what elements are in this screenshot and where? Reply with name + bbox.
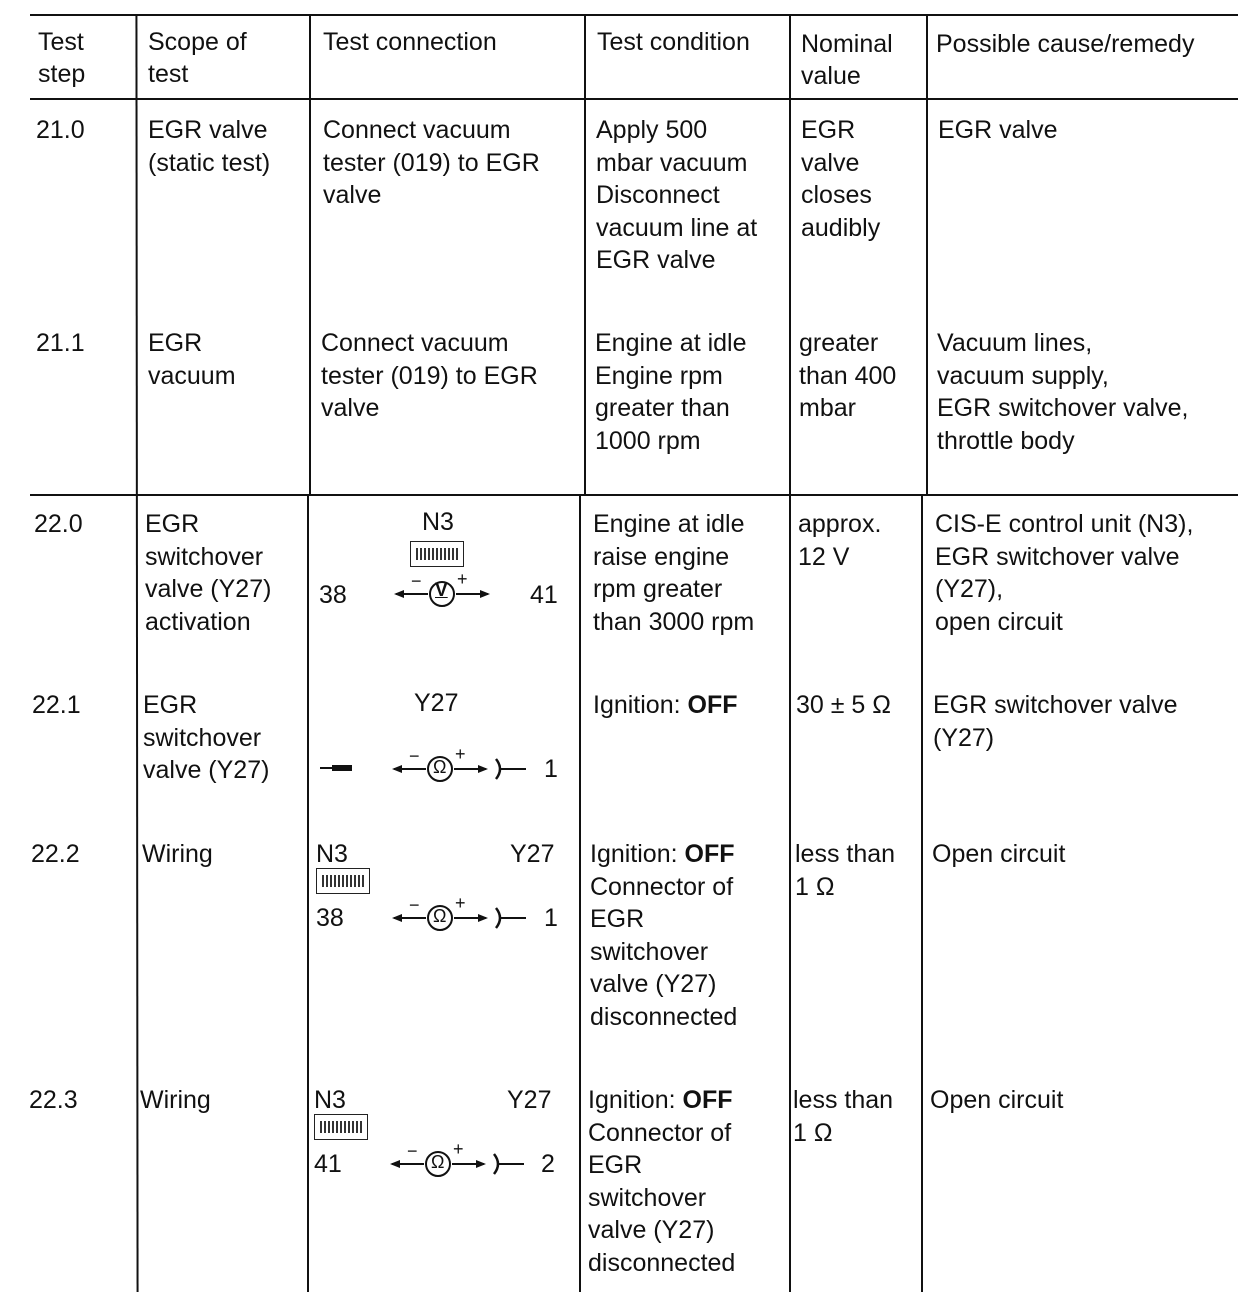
connection-diagram-22-3 (310, 1084, 576, 1178)
scope-21-0: EGR valve (static test) (148, 116, 271, 177)
nominal-22-3: less than 1 Ω (793, 1086, 894, 1147)
condition-rest: Connector of EGR switchover valve (Y27) disconnected (590, 872, 738, 1031)
header-nominal-value: Nominal value (801, 30, 893, 90)
condition-22-3 (588, 1084, 735, 1279)
nominal-21-1: greater than 400 mbar (799, 329, 897, 422)
header-bottom-rule (30, 98, 1238, 100)
header-test-step: Test step (38, 28, 86, 88)
connection-diagram-22-0 (310, 508, 576, 609)
condition-21-0: Apply 500 mbar vacuum Disconnect vacuum line at EGR valve (596, 116, 758, 274)
positive-sign: + (455, 893, 466, 913)
column-rule-2 (309, 14, 311, 494)
positive-sign: + (455, 744, 466, 764)
cause-21-0: EGR valve (938, 116, 1058, 144)
positive-sign: + (453, 1139, 464, 1159)
right-pin: 41 (530, 581, 558, 609)
negative-sign: − (409, 895, 420, 915)
nominal-22-2: less than 1 Ω (795, 840, 896, 901)
right-pin: 1 (544, 904, 558, 932)
cause-22-3: Open circuit (930, 1086, 1064, 1114)
ecu-label: N3 (316, 840, 348, 868)
right-pin: 2 (541, 1150, 555, 1178)
meter-symbol: V (435, 580, 448, 601)
section-divider-rule (30, 494, 1238, 496)
scope-22-2: Wiring (142, 840, 213, 868)
column-rule-4 (789, 14, 791, 1292)
ecu-label: N3 (314, 1086, 346, 1114)
left-pin: 38 (319, 581, 347, 609)
scope-22-0: EGR switchover valve (Y27) activation (145, 510, 272, 636)
column-rule-3b (579, 494, 581, 1292)
negative-sign: − (409, 746, 420, 766)
cause-22-1: EGR switchover valve (Y27) (933, 691, 1178, 752)
meter-symbol: Ω (433, 757, 447, 777)
condition-prefix: Ignition: (588, 1086, 683, 1114)
component-label: Y27 (507, 1086, 552, 1114)
condition-off: OFF (684, 840, 735, 868)
condition-off: OFF (687, 691, 738, 719)
right-pin: 1 (544, 755, 558, 783)
condition-22-0: Engine at idle raise engine rpm greater than 3000 rpm (593, 510, 755, 636)
scope-22-1: EGR switchover valve (Y27) (143, 691, 270, 784)
condition-prefix: Ignition: (590, 840, 685, 868)
step-22-2: 22.2 (31, 840, 80, 868)
connector-socket-icon (492, 906, 532, 930)
condition-rest: Connector of EGR switchover valve (Y27) disconnected (588, 1118, 736, 1277)
connection-21-0: Connect vacuum tester (019) to EGR valve (323, 116, 540, 209)
scope-21-1: EGR vacuum (148, 329, 236, 390)
step-21-1: 21.1 (36, 329, 85, 357)
connector-socket-icon (490, 1152, 530, 1176)
column-rule-3 (584, 14, 586, 494)
component-label: Y27 (510, 840, 555, 868)
cause-21-1: Vacuum lines, vacuum supply, EGR switchover valve, throttle body (937, 329, 1189, 455)
connection-21-1: Connect vacuum tester (019) to EGR valve (321, 329, 538, 422)
step-22-3: 22.3 (29, 1086, 78, 1114)
header-scope: Scope of test (148, 28, 247, 88)
header-test-connection: Test connection (323, 28, 497, 56)
condition-22-1 (593, 689, 738, 722)
column-rule-5 (926, 14, 928, 494)
column-rule-5b (921, 494, 923, 1292)
condition-22-2 (590, 838, 737, 1033)
condition-prefix: Ignition: (593, 691, 688, 719)
cause-22-2: Open circuit (932, 840, 1066, 868)
positive-sign: + (457, 569, 468, 589)
step-21-0: 21.0 (36, 116, 85, 144)
scope-22-3: Wiring (140, 1086, 211, 1114)
negative-sign: − (411, 571, 422, 591)
control-unit-icon (314, 1114, 368, 1140)
nominal-21-0: EGR valve closes audibly (801, 116, 881, 242)
ecu-label: N3 (422, 508, 454, 536)
component-label: Y27 (414, 689, 459, 717)
step-22-1: 22.1 (32, 691, 81, 719)
header-possible-cause: Possible cause/remedy (936, 30, 1195, 58)
column-rule-2b (307, 494, 309, 1292)
connection-diagram-22-2 (310, 838, 576, 932)
meter-symbol: Ω (433, 906, 447, 926)
header-test-condition: Test condition (597, 28, 750, 56)
ground-terminal-icon (320, 764, 360, 774)
condition-21-1: Engine at idle Engine rpm greater than 1000 rpm (595, 329, 747, 455)
nominal-22-0: approx. 12 V (798, 510, 882, 571)
left-pin: 38 (316, 904, 344, 932)
meter-symbol: Ω (431, 1152, 445, 1172)
control-unit-icon (316, 868, 370, 894)
cause-22-0: CIS-E control unit (N3), EGR switchover valve (Y27), open circuit (935, 510, 1194, 636)
left-pin: 41 (314, 1150, 342, 1178)
connection-diagram-22-1 (310, 689, 576, 783)
table-top-rule (30, 14, 1238, 16)
step-22-0: 22.0 (34, 510, 83, 538)
control-unit-icon (410, 541, 464, 567)
negative-sign: − (407, 1141, 418, 1161)
condition-off: OFF (682, 1086, 733, 1114)
connector-socket-icon (492, 757, 532, 781)
nominal-22-1: 30 ± 5 Ω (796, 691, 891, 719)
column-rule-1 (135, 14, 138, 1292)
